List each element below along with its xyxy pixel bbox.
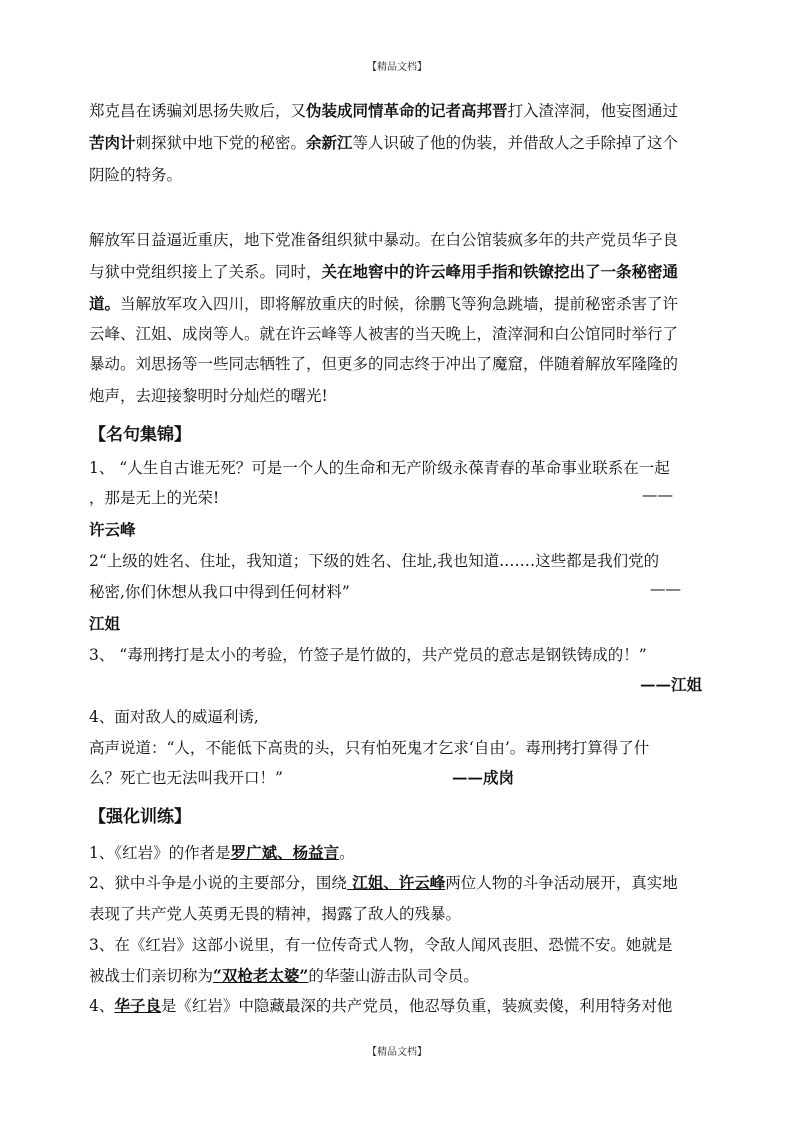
quote1-dash: —— bbox=[642, 486, 673, 504]
quote2-line1: 2“上级的姓名、住址，我知道；下级的姓名、住址,我也知道.……这些都是我们党的 bbox=[89, 552, 660, 570]
para1-line3: 阴险的特务。 bbox=[89, 166, 183, 184]
para2-line1: 解放军日益逼近重庆，地下党准备组织狱中暴动。在白公馆装疯多年的共产党员华子良 bbox=[89, 231, 679, 249]
para2-line4: 云峰、江姐、成岗等人。就在许云峰等人被害的当天晚上，渣滓洞和白公馆同时举行了 bbox=[89, 325, 679, 343]
page-footer: 【精品文档】 bbox=[367, 1047, 427, 1058]
text-segment: 与狱中党组织接上了关系。同时， bbox=[89, 263, 322, 281]
quote4-attribution: ——成岗 bbox=[452, 768, 515, 787]
quote1-line2: ，那是无上的光荣! bbox=[89, 489, 220, 507]
bold-segment: 道。 bbox=[89, 294, 121, 313]
text-segment: 1、《红岩》的作者是 bbox=[89, 844, 231, 862]
training-item4-line1 bbox=[89, 994, 672, 1016]
answer-segment: “双枪老太婆” bbox=[213, 966, 309, 985]
training-item3-line1: 3、在《红岩》这部小说里，有一位传奇式人物，令敌人闻风丧胆、恐慌不安。她就是 bbox=[89, 936, 673, 954]
para2-line6: 炮声，去迎接黎明时分灿烂的曙光! bbox=[89, 387, 328, 405]
bold-segment: 关在地窖中的许云峰用手指和铁镣挖出了一条秘密通 bbox=[321, 262, 679, 281]
text-segment: 4、 bbox=[89, 997, 115, 1015]
answer-segment: 罗广斌、杨益言 bbox=[230, 843, 340, 862]
bold-segment: 伪装成同情革命的记者高邦晋 bbox=[306, 101, 508, 120]
text-segment: 被战士们亲切称为 bbox=[89, 967, 214, 985]
text-segment: 打入渣滓洞，他妄图通过 bbox=[507, 102, 679, 120]
para1-line2 bbox=[89, 131, 678, 153]
text-segment: 2、狱中斗争是小说的主要部分，围绕 bbox=[89, 874, 347, 892]
text-segment: 的华蓥山游击队司令员。 bbox=[308, 967, 479, 985]
training-item3-line2 bbox=[89, 964, 479, 986]
quote4-line3: 么？死亡也无法叫我开口！” bbox=[89, 769, 283, 787]
para1-line1 bbox=[89, 99, 678, 121]
quotes-heading: 【名句集锦】 bbox=[89, 425, 191, 445]
quote3-attribution: ——江姐 bbox=[639, 675, 702, 694]
page-header: 【精品文档】 bbox=[367, 62, 427, 73]
training-item2-line2: 表现了共产党人英勇无畏的精神，揭露了敌人的残暴。 bbox=[89, 905, 462, 923]
bold-segment: 余新江 bbox=[306, 133, 353, 152]
quote2-dash: —— bbox=[650, 580, 681, 598]
text-segment: 郑克昌在诱骗刘思扬失败后，又 bbox=[89, 102, 307, 120]
training-heading: 【强化训练】 bbox=[89, 807, 191, 827]
quote4-line1: 4、面对敌人的威逼利诱, bbox=[89, 708, 259, 726]
quote1-line1: 1、 “人生自古谁无死？可是一个人的生命和无产阶级永葆青春的革命事业联系在一起 bbox=[89, 459, 670, 477]
answer-segment: 华子良 bbox=[114, 996, 161, 1015]
text-segment: 两位人物的斗争活动展开，真实地 bbox=[445, 874, 678, 892]
quote3-line1: 3、 “毒刑拷打是太小的考验，竹签子是竹做的，共产党员的意志是钢铁铸成的！” bbox=[89, 646, 647, 664]
text-segment: 。 bbox=[339, 844, 355, 862]
text-segment: 是《红岩》中隐藏最深的共产党员，他忍辱负重，装疯卖傻，利用特务对他 bbox=[160, 997, 673, 1015]
training-item1 bbox=[89, 841, 355, 863]
quote2-line2: 秘密,你们休想从我口中得到任何材料” bbox=[89, 583, 350, 601]
quote2-attribution: 江姐 bbox=[89, 614, 121, 633]
quote4-line2: 高声说道：“人，不能低下高贵的头，只有怕死鬼才乞求‘自由’。毒刑拷打算得了什 bbox=[89, 739, 650, 757]
training-item2-line1 bbox=[89, 871, 678, 893]
text-segment: 当解放军攻入四川，即将解放重庆的时候，徐鹏飞等狗急跳墙，提前秘密杀害了许 bbox=[120, 295, 679, 313]
para2-line5: 暴动。刘思扬等一些同志牺牲了，但更多的同志终于冲出了魔窟，伴随着解放军隆隆的 bbox=[89, 355, 679, 373]
quote1-attribution: 许云峰 bbox=[89, 520, 136, 539]
text-segment: 刺探狱中地下党的秘密。 bbox=[135, 134, 307, 152]
text-segment: 等人识破了他的伪装，并借敌人之手除掉了这个 bbox=[352, 134, 679, 152]
para2-line3 bbox=[89, 292, 678, 314]
answer-segment: 江姐、许云峰 bbox=[346, 873, 446, 892]
bold-segment: 苦肉计 bbox=[89, 133, 136, 152]
para2-line2 bbox=[89, 260, 678, 282]
